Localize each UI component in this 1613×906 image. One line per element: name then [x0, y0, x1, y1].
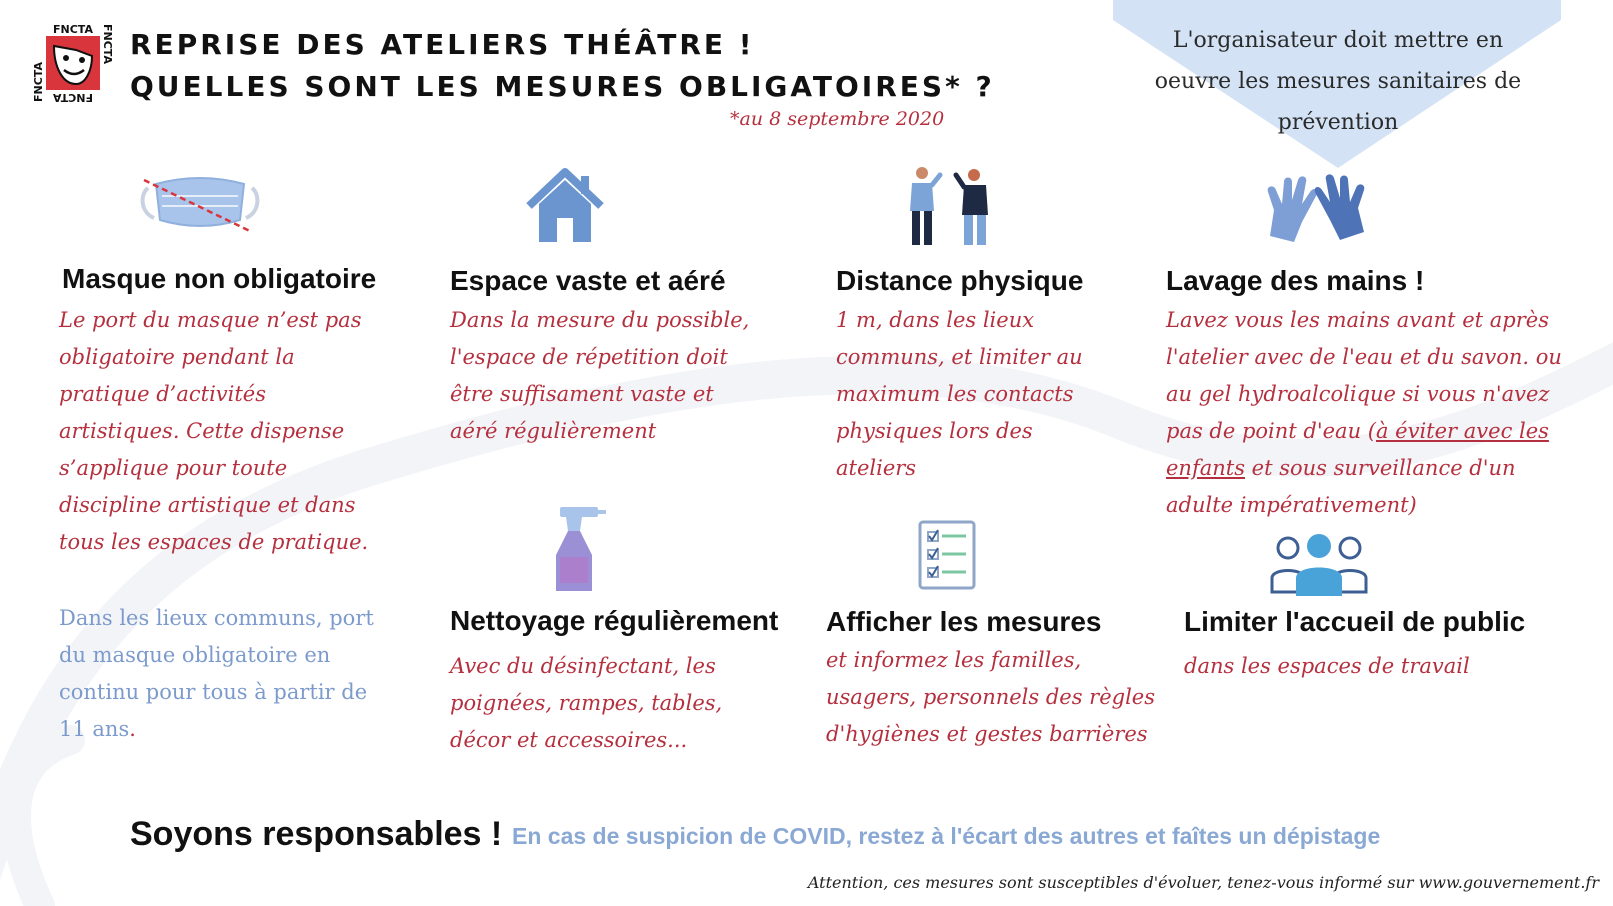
card-lavage-title: Lavage des mains ! [1166, 265, 1425, 296]
card-distance-desc: 1 m, dans les lieux communs, et limiter au maximum les contacts physiques lors des ateliers [836, 308, 1083, 480]
card-masque-desc-blue-end: . [129, 717, 136, 741]
checklist-icon [918, 520, 976, 590]
card-nettoyage-desc: Avec du désinfectant, les poignées, rampes, tables, décor et accessoires... [450, 654, 723, 752]
card-masque-title: Masque non obligatoire [62, 263, 377, 294]
card-public-desc: dans les espaces de travail [1184, 654, 1470, 678]
slogan: Soyons responsables ! [130, 815, 503, 853]
card-masque-desc: Le port du masque n’est pas obligatoire pendant la pratique d’activités artistiques. Cette dispense s’applique pour toute discipline artistique et dans tous les espaces de pratique. [59, 308, 369, 554]
group-people-icon [1270, 530, 1368, 596]
card-nettoyage-title: Nettoyage régulièrement [450, 605, 779, 636]
gloves-icon [1262, 170, 1372, 246]
title-line-1: REPRISE DES ATELIERS THÉÂTRE ! [130, 28, 755, 61]
spray-bottle-icon [552, 505, 608, 595]
footnote: Attention, ces mesures sont susceptibles d'évoluer, tenez-vous informé sur www.gouvernement.fr [807, 873, 1599, 892]
house-icon [525, 168, 605, 244]
card-afficher-desc: et informez les familles, usagers, personnels des règles d'hygiènes et gestes barrières [826, 648, 1155, 746]
covid-notice: En cas de suspicion de COVID, restez à l'écart des autres et faîtes un dépistage [512, 823, 1381, 849]
card-distance-title: Distance physique [836, 265, 1084, 296]
logo-text-left: FNCTA [32, 62, 45, 102]
card-lavage-desc [1166, 302, 1566, 524]
organizer-banner-text: L'organisateur doit mettre en oeuvre les mesures sanitaires de prévention [1154, 28, 1522, 135]
mask-crossed-icon [140, 170, 260, 240]
two-people-icon [900, 165, 1000, 247]
card-masque-desc-blue [59, 600, 379, 748]
logo-text-bottom: FNCTA [53, 91, 93, 104]
card-espace-desc: Dans la mesure du possible, l'espace de répetition doit être suffisament vaste et aéré régulièrement [450, 308, 750, 443]
card-masque-desc-blue-text: Dans les lieux communs, port du masque obligatoire en continu pour tous à partir de 11 ans [59, 606, 374, 741]
card-public-title: Limiter l'accueil de public [1184, 606, 1526, 637]
card-afficher-title: Afficher les mesures [826, 606, 1102, 637]
card-lavage-desc-part2: et sous surveillance d'un adulte impérativement) [1166, 456, 1516, 517]
logo-text-top: FNCTA [53, 23, 93, 36]
fncta-logo [32, 22, 114, 104]
title-line-2: QUELLES SONT LES MESURES OBLIGATOIRES* ? [130, 70, 995, 103]
logo-text-right: FNCTA [101, 24, 114, 64]
card-espace-title: Espace vaste et aéré [450, 265, 726, 296]
date-note: *au 8 septembre 2020 [730, 108, 945, 130]
card-lavage-desc-underlined: à éviter avec les enfants [1166, 419, 1549, 480]
card-lavage-desc-part1: Lavez vous les mains avant et après l'atelier avec de l'eau et du savon. ou au gel hydroalcolique si vous n'avez pas de point d'eau ( [1166, 308, 1562, 443]
